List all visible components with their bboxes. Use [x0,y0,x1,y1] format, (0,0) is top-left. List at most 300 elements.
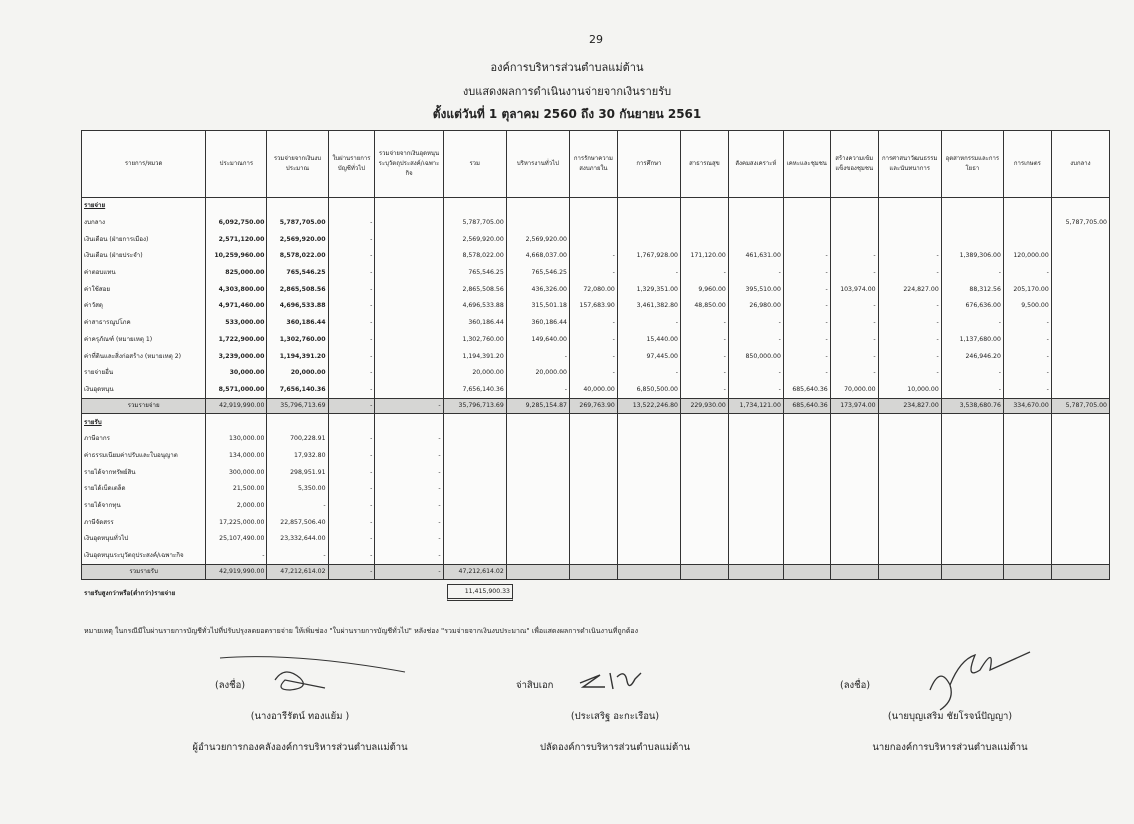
cell-value: - [728,365,783,382]
cell-value: - [375,481,443,498]
cell-value: - [328,248,375,265]
cell-value: 533,000.00 [206,315,267,332]
cell-value: 1,389,306.00 [941,248,1003,265]
cell-value: - [569,348,617,365]
cell-value: 10,000.00 [878,382,941,399]
column-header: การศาสนาวัฒนธรรมและนันทนาการ [878,131,941,198]
cell-value: - [328,215,375,232]
cell-value: 72,080.00 [569,281,617,298]
cell-value: - [783,281,830,298]
cell-value: 21,500.00 [206,481,267,498]
cell-value: - [941,365,1003,382]
cell-value: - [328,281,375,298]
table-row [82,498,1110,515]
cell-value [783,198,830,215]
cell-value [728,215,783,232]
section-label: รายจ่าย [82,198,206,215]
cell-value [728,531,783,548]
cell-value: 1,329,351.00 [617,281,680,298]
cell-value [1003,464,1051,481]
cell-value: 22,857,506.40 [267,514,328,531]
cell-value [681,198,729,215]
cell-value [878,414,941,431]
cell-value: 300,000.00 [206,464,267,481]
cell-value: - [328,531,375,548]
cell-value: - [830,298,878,315]
cell-value [617,514,680,531]
cell-value [941,215,1003,232]
cell-value: - [375,498,443,515]
cell-value [783,431,830,448]
cell-value [375,348,443,365]
column-header: รายการ/หมวด [82,131,206,198]
cell-value [681,464,729,481]
row-label: เงินอุดหนุน [82,382,206,399]
column-header: รวมจ่ายจากเงินงบประมาณ [267,131,328,198]
cell-value: 173,974.00 [830,399,878,414]
cell-value: - [328,464,375,481]
cell-value: 4,668,037.00 [506,248,569,265]
cell-value [569,531,617,548]
cell-value [569,464,617,481]
signer-name-1: (นางอารีรัตน์ ทองแย้ม ) [250,711,350,722]
cell-value: 47,212,614.02 [267,565,328,580]
cell-value [941,548,1003,565]
cell-value: - [878,348,941,365]
cell-value [878,231,941,248]
cell-value [443,464,506,481]
cell-value: - [830,332,878,349]
cell-value: - [878,248,941,265]
cell-value [1051,548,1109,565]
row-label: ภาษีอากร [82,431,206,448]
cell-value: - [375,514,443,531]
cell-value [941,565,1003,580]
cell-value: 461,631.00 [728,248,783,265]
cell-value [617,231,680,248]
cell-value: 17,932.80 [267,448,328,465]
expense-total-row [82,399,1110,414]
cell-value: 5,787,705.00 [1051,215,1109,232]
cell-value [617,548,680,565]
table-row [82,448,1110,465]
footnote: หมายเหตุ ในกรณีมีใบผ่านรายการบัญชีทั่วไปที่ปรับปรุงลดยอดรายจ่าย ให้เพิ่มช่อง "ใบผ่านรายการบัญชีทั่วไป" หลังช่อง "รวมจ่ายจากเงินงบประมาณ" เพื่อแสดงผลการดำเนินงานที่ถูกต้อง [84,627,638,635]
cell-value: 1,194,391.20 [443,348,506,365]
sign-prefix-2: จ่าสิบเอก [516,680,554,691]
cell-value [1051,498,1109,515]
cell-value: 30,000.00 [206,365,267,382]
cell-value: 42,919,990.00 [206,565,267,580]
cell-value: 765,546.25 [267,265,328,282]
cell-value: 234,827.00 [878,399,941,414]
cell-value [941,464,1003,481]
cell-value [1051,514,1109,531]
cell-value: 9,960.00 [681,281,729,298]
cell-value [941,498,1003,515]
column-header: สาธารณสุข [681,131,729,198]
column-header: การเกษตร [1003,131,1051,198]
income-total-row [82,565,1110,580]
cell-value [878,531,941,548]
cell-value [443,548,506,565]
cell-value [941,414,1003,431]
cell-value: 97,445.00 [617,348,680,365]
cell-value [728,498,783,515]
cell-value [506,448,569,465]
signer-name-3: (นายบุญเสริม ชัยโรจน์ปัญญา) [887,711,1013,722]
cell-value: 825,000.00 [206,265,267,282]
row-label: ค่าสาธารณูปโภค [82,315,206,332]
cell-value [375,365,443,382]
cell-value [941,198,1003,215]
cell-value [1051,464,1109,481]
cell-value [1051,281,1109,298]
cell-value [1051,481,1109,498]
cell-value: 224,827.00 [878,281,941,298]
cell-value [878,215,941,232]
cell-value: - [1003,265,1051,282]
cell-value [878,481,941,498]
cell-value: 35,796,713.69 [443,399,506,414]
cell-value: 42,919,990.00 [206,399,267,414]
cell-value: - [941,265,1003,282]
cell-value: - [569,265,617,282]
column-header: ประมาณการ [206,131,267,198]
cell-value: - [375,565,443,580]
cell-value: 134,000.00 [206,448,267,465]
cell-value: 120,000.00 [1003,248,1051,265]
cell-value [728,198,783,215]
cell-value [617,464,680,481]
cell-value: - [830,315,878,332]
cell-value [681,514,729,531]
cell-value: 1,194,391.20 [267,348,328,365]
cell-value: 229,930.00 [681,399,729,414]
cell-value: - [1003,315,1051,332]
cell-value: - [1003,348,1051,365]
surplus-value: 11,415,900.33 [447,584,513,601]
cell-value [1051,531,1109,548]
cell-value: 2,865,508.56 [443,281,506,298]
cell-value: 395,510.00 [728,281,783,298]
row-label: เงินอุดหนุนระบุวัตถุประสงค์/เฉพาะกิจ [82,548,206,565]
cell-value: 850,000.00 [728,348,783,365]
cell-value: - [375,464,443,481]
table-row [82,281,1110,298]
table-row [82,548,1110,565]
cell-value [617,198,680,215]
cell-value: - [328,332,375,349]
signer-position-3: นายกองค์การบริหารส่วนตำบลแม่ต้าน [872,742,1028,753]
table-row [82,231,1110,248]
cell-value: 3,538,680.76 [941,399,1003,414]
cell-value [878,448,941,465]
cell-value: - [1003,365,1051,382]
table-row [82,464,1110,481]
cell-value [443,414,506,431]
cell-value [1051,332,1109,349]
cell-value: 3,461,382.80 [617,298,680,315]
row-label: ค่าใช้สอย [82,281,206,298]
cell-value: 48,850.00 [681,298,729,315]
cell-value [783,414,830,431]
cell-value [506,414,569,431]
cell-value [267,414,328,431]
cell-value: 5,787,705.00 [267,215,328,232]
table-row [82,248,1110,265]
cell-value [375,248,443,265]
column-header: สังคมสงเคราะห์ [728,131,783,198]
cell-value [1051,431,1109,448]
cell-value: - [328,548,375,565]
cell-value: 20,000.00 [506,365,569,382]
cell-value [206,198,267,215]
table-row [82,514,1110,531]
cell-value: 6,092,750.00 [206,215,267,232]
section-header-income [82,414,1110,431]
cell-value: 15,440.00 [617,332,680,349]
cell-value [506,498,569,515]
cell-value: 13,522,246.80 [617,399,680,414]
column-header: สร้างความเข้มแข็งของชุมชน [830,131,878,198]
cell-value [681,548,729,565]
cell-value [443,431,506,448]
cell-value: 10,259,960.00 [206,248,267,265]
cell-value: 70,000.00 [830,382,878,399]
cell-value [569,198,617,215]
cell-value: - [267,498,328,515]
cell-value [681,431,729,448]
cell-value [1051,298,1109,315]
cell-value: - [375,399,443,414]
cell-value [569,514,617,531]
cell-value: 360,186.44 [443,315,506,332]
cell-value: 685,640.36 [783,399,830,414]
cell-value: 103,974.00 [830,281,878,298]
org-name: องค์การบริหารส่วนตำบลแม่ต้าน [490,61,644,74]
cell-value: - [328,348,375,365]
cell-value [783,548,830,565]
cell-value: 26,980.00 [728,298,783,315]
cell-value: - [617,265,680,282]
cell-value: - [941,382,1003,399]
cell-value: - [328,382,375,399]
report-title: งบแสดงผลการดำเนินงานจ่ายจากเงินรายรับ [462,85,672,98]
cell-value [1051,198,1109,215]
cell-value [375,231,443,248]
cell-value: 47,212,614.02 [443,565,506,580]
cell-value [728,481,783,498]
cell-value: 4,303,800.00 [206,281,267,298]
report-period: ตั้งแต่วันที่ 1 ตุลาคม 2560 ถึง 30 กันยายน 2561 [432,107,702,121]
cell-value: 2,569,920.00 [267,231,328,248]
table-row [82,265,1110,282]
sign-prefix-1: (ลงชื่อ) [215,680,246,691]
cell-value: - [1003,332,1051,349]
cell-value: 315,501.18 [506,298,569,315]
cell-value: 88,312.56 [941,281,1003,298]
cell-value [443,481,506,498]
cell-value [569,231,617,248]
cell-value: - [681,332,729,349]
row-label: ภาษีจัดสรร [82,514,206,531]
cell-value [681,565,729,580]
cell-value: 25,107,490.00 [206,531,267,548]
table-row [82,531,1110,548]
cell-value [569,498,617,515]
cell-value: - [328,399,375,414]
cell-value [681,481,729,498]
cell-value: - [783,348,830,365]
cell-value [941,514,1003,531]
cell-value [1003,414,1051,431]
cell-value [830,231,878,248]
cell-value: 765,546.25 [506,265,569,282]
signature-block-2 [500,678,730,755]
cell-value [569,414,617,431]
row-label: ค่าครุภัณฑ์ (หมายเหตุ 1) [82,332,206,349]
cell-value [617,531,680,548]
cell-value [878,464,941,481]
cell-value [783,565,830,580]
cell-value [941,431,1003,448]
cell-value [681,414,729,431]
cell-value: - [681,365,729,382]
cell-value: - [681,265,729,282]
cell-value [728,565,783,580]
cell-value: 35,796,713.69 [267,399,328,414]
cell-value [1003,514,1051,531]
cell-value [830,531,878,548]
section-header-expense [82,198,1110,215]
cell-value [783,481,830,498]
cell-value: 700,228.91 [267,431,328,448]
row-label: เงินเดือน (ฝ่ายการเมือง) [82,231,206,248]
cell-value [443,198,506,215]
cell-value [1051,265,1109,282]
cell-value: 2,000.00 [206,498,267,515]
cell-value: - [783,265,830,282]
cell-value: - [328,481,375,498]
column-header: รวมจ่ายจากเงินอุดหนุนระบุวัตถุประสงค์/เฉพาะกิจ [375,131,443,198]
cell-value [878,431,941,448]
row-label: รายได้จากทรัพย์สิน [82,464,206,481]
cell-value [783,531,830,548]
row-label: ค่าที่ดินและสิ่งก่อสร้าง (หมายเหตุ 2) [82,348,206,365]
cell-value [1051,448,1109,465]
cell-value [617,431,680,448]
cell-value [728,231,783,248]
column-header: บริหารงานทั่วไป [506,131,569,198]
cell-value: - [783,248,830,265]
cell-value: 8,571,000.00 [206,382,267,399]
cell-value: - [328,514,375,531]
cell-value: - [681,348,729,365]
cell-value [506,198,569,215]
cell-value: 17,225,000.00 [206,514,267,531]
cell-value [878,565,941,580]
cell-value [375,332,443,349]
cell-value [1051,382,1109,399]
cell-value: - [681,315,729,332]
cell-value [728,448,783,465]
cell-value: - [375,448,443,465]
cell-value: - [783,298,830,315]
cell-value [569,215,617,232]
cell-value: - [617,365,680,382]
header-row [82,131,1110,198]
cell-value: - [267,548,328,565]
cell-value [681,448,729,465]
cell-value: 20,000.00 [267,365,328,382]
cell-value [783,514,830,531]
cell-value: - [328,298,375,315]
cell-value [1051,315,1109,332]
cell-value [1051,231,1109,248]
row-label: เงินเดือน (ฝ่ายประจำ) [82,248,206,265]
cell-value: 205,170.00 [1003,281,1051,298]
signer-name-2: (ประเสริฐ อะกะเรือน) [570,711,660,722]
cell-value [830,448,878,465]
cell-value [375,281,443,298]
table-row [82,481,1110,498]
cell-value [506,481,569,498]
cell-value [941,481,1003,498]
cell-value [375,414,443,431]
cell-value [1003,565,1051,580]
cell-value [681,498,729,515]
cell-value: 23,332,644.00 [267,531,328,548]
cell-value: 2,865,508.56 [267,281,328,298]
cell-value [941,448,1003,465]
cell-value: 3,239,000.00 [206,348,267,365]
cell-value [328,414,375,431]
cell-value: 360,186.44 [267,315,328,332]
cell-value [1051,565,1109,580]
cell-value [1051,248,1109,265]
cell-value: - [328,565,375,580]
table-row [82,348,1110,365]
cell-value: - [1003,382,1051,399]
cell-value: 9,285,154.87 [506,399,569,414]
cell-value [506,548,569,565]
column-header: เคหะและชุมชน [783,131,830,198]
table-row [82,215,1110,232]
cell-value: 765,546.25 [443,265,506,282]
section-label: รายรับ [82,414,206,431]
cell-value [617,565,680,580]
cell-value [617,448,680,465]
cell-value: 4,696,533.88 [267,298,328,315]
cell-value [375,315,443,332]
cell-value [506,514,569,531]
cell-value: 1,767,928.00 [617,248,680,265]
cell-value [783,448,830,465]
cell-value [728,514,783,531]
cell-value: - [328,365,375,382]
cell-value [375,215,443,232]
cell-value [375,382,443,399]
cell-value [375,298,443,315]
cell-value [506,464,569,481]
cell-value: 130,000.00 [206,431,267,448]
cell-value: - [328,315,375,332]
cell-value: - [941,315,1003,332]
cell-value: 676,636.00 [941,298,1003,315]
row-label: รวมรายจ่าย [82,399,206,414]
cell-value: - [878,315,941,332]
table-row [82,298,1110,315]
